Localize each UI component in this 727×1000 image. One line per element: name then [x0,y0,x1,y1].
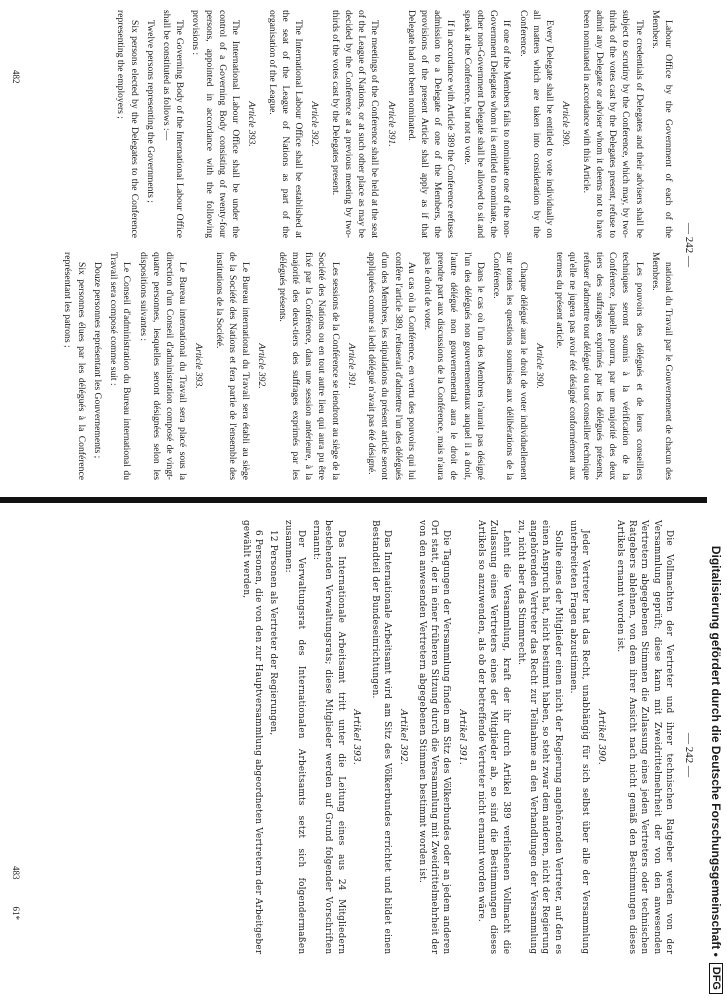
english-paragraph: The International Labour Office shall be under the control of a Governing Body consisting of twenty-four persons, appointed in accordance with the following provisions : [190,10,242,238]
german-page [7,520,697,990]
english-paragraph: If one of the Members fails to nominate one of the non-Government Delegates whom it is entitled to nominate, the other non-Government Delegate shall be allowed to sit and speak at the Conference, but not to vote. [461,10,513,238]
english-article-heading: Article 392. [309,101,321,147]
french-paragraph: Dans le cas où l'un des Membres n'aurait pas désigné l'un des délégués non gouvernementaux auquel il a droit, l'autre délégué non gouvernemental aura le droit de prendre part aux discussions de la Conférence, mais n'aura pas le droit de voter. [422,252,486,480]
german-paragraph: Das Internationale Arbeitsamt tritt unter die Leitung eines aus 24 Mitgliedern bestehenden Verwaltungsrats; diese Mitglieder werden auf Grund folgender Vorschriften ernannt: [310,520,346,955]
english-paragraph: The International Labour Office shall be established at the seat of the League of Nations as part of the organisation of the League. [266,10,305,238]
german-paragraph: 12 Personen als Vertreter der Regierungen, [268,530,279,736]
footer-number-left: 482 [11,70,21,84]
dfg-banner [705,0,727,1000]
french-paragraph: Six personnes élues par les délégués à la Conférence représentant les patrons ; [62,252,87,480]
german-paragraph: Die Tagungen der Versammlung finden am Sitz des Völkerbundes oder an jedem anderen Ort statt, der in einer früheren Sitzung durch die Versammlung mit Zweidrittelmehrheit der von den anwesenden Vertretern abgegebenen Stimmen bestimmt worden ist. [416,520,452,955]
english-column [58,10,675,238]
signature-mark: 61* [11,906,21,920]
english-paragraph: The Governing Body of the International Labour Office shall be constituted as follows :— [161,10,186,238]
french-article-heading: Article 393. [193,343,205,389]
english-article-heading: Article 391. [385,101,397,147]
dfg-logo: DFG [709,963,723,994]
dfg-banner-text: Digitalisierung gefördert durch die Deutsche Forschungsgemeinschaft • [709,545,723,957]
english-paragraph: The credentials of Delegates and their advisers shall be subject to scrutiny by the Conference, which may, by two-thirds of the votes cast by the Delegates present, refuse to admit any Delegate or adviser whom it deems not to have been nominated in accordance with this Article. [580,10,645,238]
english-paragraph: Every Delegate shall be entitled to vote individually on all matters which are taken into consideration by the Conference. [517,10,556,238]
french-paragraph: Le Bureau international du Travail sera établi au siège de la Société des Nations et fera partie de l'ensemble des institutions de la Société. [213,252,252,480]
german-article-heading: Artikel 390. [595,709,606,765]
french-column [58,252,675,480]
french-paragraph: Les sessions de la Conférence se tiendront au siège de la Société des Nations ou en tout autre lieu qui aura pu être fixé par la Conférence, dans une session antérieure, à la majorité des deux-tiers des suffrages exprimés par les délégués présents. [276,252,341,480]
german-paragraph: 6 Personen, die von den zur Hauptversammlung abgeordneten Vertretern der Arbeitgeber gewählt werden, [240,520,263,955]
german-article-heading: Artikel 393. [350,709,361,765]
page-number-right: — 242 — [683,733,695,777]
page-gutter [0,497,707,503]
german-paragraph: Lehnt die Versammlung, kraft der ihr durch Artikel 389 verliehenen Vollmacht die Zulassung eines Vertreters eines der Mitglieder ab, so sind die Bestimmungen dieses Artikels so anzuwenden, als ob der betreffende Vertreter nicht ernannt worden wäre. [476,520,511,955]
german-column [236,520,675,954]
english-article-heading: Article 390. [560,101,572,147]
english-paragraph: Twelve persons representing the Governments ; [144,20,156,203]
german-paragraph: Die Vollmachten der Vertreter und ihrer technischen Ratgeber werden von der Versammlung geprüft; diese kann mit Zweidrittelmehrheit der von den anwesenden Vertretern abgegebenen Stimmen die Zulassung eines jeden Vertreters oder technischen Ratgebers ablehnen, von dem ihrer Ansicht nach nicht gemäß den Bestimmungen dieses Artikels ernannt worden ist. [614,520,674,955]
footer-number-right: 483 [11,866,21,880]
english-paragraph: Labour Office by the Government of each of the Members. [649,10,674,238]
english-paragraph: Six persons elected by the Delegates to the Conference representing the employers ; [115,10,140,238]
german-paragraph: Der Verwaltungsrat des Internationalen Arbeitsamts setzt sich folgendermaßen zusammen: [283,520,306,955]
french-article-heading: Article 392. [256,343,268,389]
page-number-left: — 242 — [683,223,695,267]
german-article-heading: Artikel 392. [397,709,408,765]
french-paragraph: Le Conseil d'administration du Bureau international du Travail sera composé comme suit : [108,252,133,480]
german-article-heading: Artikel 391. [456,709,467,765]
english-article-heading: Article 393. [246,101,258,147]
french-article-heading: Article 391. [345,343,357,389]
english-paragraph: The meetings of the Conference shall be held at the seat of the League of Nations, or at such other place as may be decided by the Conference at a previous meeting by two-thirds of the votes cast by the Delegates present. [329,10,381,238]
french-article-heading: Article 390. [533,343,545,389]
french-paragraph: Chaque délégué aura le droit de voter individuellement sur toutes les questions soumises aux délibérations de la Conférence. [491,252,529,480]
french-paragraph: Douze personnes représentant les Gouvernements ; [91,262,103,459]
french-paragraph: Le Bureau international du Travail sera placé sous la direction d'un Conseil d'administration composé de vingt-quatre personnes, lesquelles seront désignées selon les dispositions suivantes : [137,252,189,480]
german-paragraph: Das Internationale Arbeitsamt wird am Sitz des Völkerbundes errichtet und bildet einen Bestandteil der Bundeseinrichtungen. [370,520,393,955]
french-paragraph: Au cas où la Conférence, en vertu des pouvoirs qui lui confère l'article 389, refuserait d'admettre l'un des délégués d'un des Membres, les stipulations du présent article seront appliquées comme si ledit délégué n'avait pas été désigné. [366,252,417,480]
bilingual-page [7,10,697,480]
french-paragraph: national du Travail par le Gouvernement de chacun des Membres. [649,252,674,480]
german-paragraph: Jeder Vertreter hat das Recht, unabhängig für sich selbst über alle der Versammlung unterbreiteten Fragen abzustimmen. [568,520,591,955]
page-footer-right [11,866,21,920]
french-paragraph: Les pouvoirs des délégués et de leurs conseillers techniques seront soumis à la vérification de la Conférence, laquelle pourra, par une majorité des deux tiers des suffrages exprimés par les délégués présents, refuser d'admettre tout délégué ou tout conseiller technique qu'elle ne jugera pas avoir été désigné conformément aux termes du présent article. [554,252,645,480]
english-paragraph: If in accordance with Article 389 the Conference refuses admission to a Delegate of one of the Members, the provisions of the present Article shall apply as if that Delegate had not been nominated. [405,10,457,238]
german-paragraph: Sollte eines der Mitglieder einen nicht der Regierung angehörenden Vertreter, auf den es einen Anspruch hat, nicht bestimmt haben, so steht zwar dem anderen, nicht der Regierung angehörenden Vertreter das Recht zur Teilnahme an den Verhandlungen der Versammlung zu, nicht aber das Stimmrecht. [515,520,563,955]
